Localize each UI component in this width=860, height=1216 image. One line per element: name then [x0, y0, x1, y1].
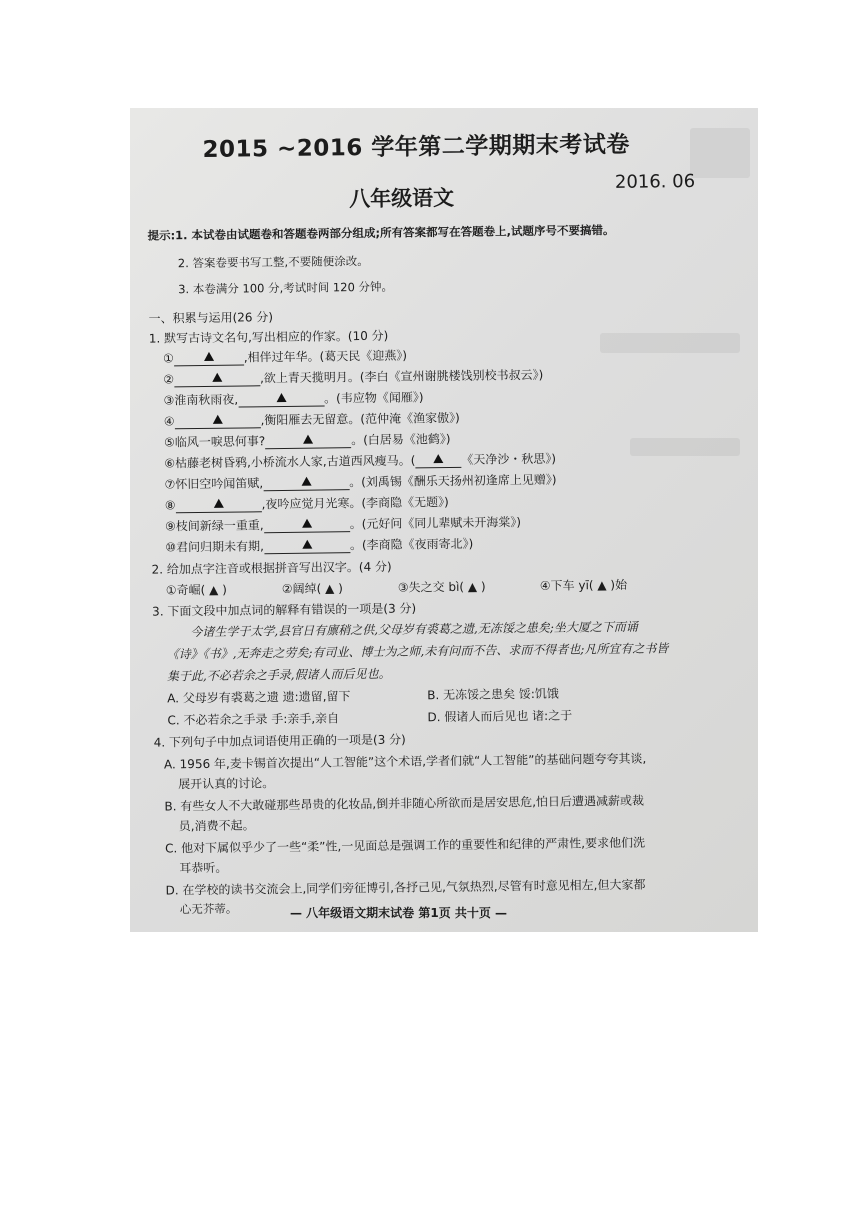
- classical-passage-line: 今诸生学于太学,县官日有廪稍之供,父母岁有裘葛之遗,无冻馁之患矣;坐大厦之下而诵: [190, 619, 638, 640]
- answer-triangle-icon: [433, 454, 443, 463]
- q4-option-a-line1: A. 1956 年,麦卡锡首次提出“人工智能”这个术语,学者们就“人工智能”的基础问题夸夸其谈,: [163, 751, 647, 772]
- exam-title: 2015 ~2016 学年第二学期期末考试卷: [202, 131, 630, 163]
- q4-option-b-line2: 员,消费不起。: [178, 818, 255, 834]
- q1-item-6: ⑥枯藤老树昏鸦,小桥流水人家,古道西风瘦马。( 《天净沙・秋思》): [164, 451, 557, 471]
- question-4-stem: 4. 下列句子中加点词语使用正确的一项是(3 分): [153, 732, 406, 750]
- q1-item-9: ⑨枝间新绿一重重, 。(元好问《同儿辈赋未开海棠》): [165, 515, 522, 534]
- q4-option-c-line2: 耳恭听。: [179, 860, 228, 876]
- exam-paper-photo: [130, 108, 758, 932]
- answer-blank[interactable]: [174, 350, 244, 366]
- answer-blank[interactable]: [174, 371, 260, 387]
- q4-option-a-line2: 展开认真的讨论。: [178, 776, 275, 792]
- answer-triangle-icon: [302, 540, 312, 549]
- q2-option: ④下车 yī( ▲ )始: [539, 577, 628, 593]
- q3-option-a: A. 父母岁有裘葛之遗 遗:遗留,留下: [167, 689, 351, 706]
- question-3-stem: 3. 下面文段中加点词的解释有错误的一项是(3 分): [152, 601, 417, 619]
- answer-blank[interactable]: [238, 391, 324, 407]
- q1-item-5: ⑤临风一唳思何事? 。(白居易《池鹤》): [163, 431, 451, 450]
- q1-item-1: ① ,相伴过年华。(葛天民《迎燕》): [162, 348, 408, 366]
- q4-option-d-line1: D. 在学校的读书交流会上,同学们旁征博引,各抒己见,气氛热烈,尽管有时意见相左,但大家都: [165, 877, 646, 898]
- q3-option-b: B. 无冻馁之患矣 馁:饥饿: [427, 686, 559, 703]
- exam-date: 2016. 06: [614, 170, 696, 193]
- q1-item-7: ⑦怀旧空吟闻笛赋, 。(刘禹锡《酬乐天扬州初逢席上见赠》): [164, 472, 557, 492]
- answer-triangle-icon: [212, 373, 222, 382]
- answer-triangle-icon: [301, 477, 311, 486]
- answer-blank[interactable]: [263, 475, 349, 491]
- q1-item-4: ④ ,衡阳雁去无留意。(范仲淹《渔家傲》): [163, 410, 460, 429]
- answer-triangle-icon: [214, 499, 224, 508]
- q4-option-b-line1: B. 有些女人不大敢碰那些昂贵的化妆品,倒并非随心所欲而是居安思危,怕日后遭遇减薪或裁: [164, 793, 645, 814]
- exam-subtitle: 八年级语文: [348, 185, 455, 212]
- q3-option-d: D. 假诸人而后见也 诸:之于: [427, 708, 573, 725]
- answer-blank[interactable]: [176, 497, 262, 513]
- page-footer: — 八年级语文期末试卷 第1页 共十页 —: [290, 906, 508, 920]
- q1-item-2: ② ,欲上青天揽明月。(李白《宣州谢朓楼饯别校书叔云》): [163, 367, 544, 387]
- classical-passage-line: 集于此,不必若余之手录,假诸人而后见也。: [166, 666, 391, 684]
- q1-item-10: ⑩君问归期未有期, 。(李商隐《夜雨寄北》): [165, 536, 474, 555]
- question-1-stem: 1. 默写古诗文名句,写出相应的作家。(10 分): [148, 328, 389, 346]
- answer-triangle-icon: [204, 352, 214, 361]
- q1-item-3: ③淮南秋雨夜, 。(韦应物《闻雁》): [163, 390, 424, 408]
- answer-triangle-icon: [303, 435, 313, 444]
- answer-blank[interactable]: [264, 517, 350, 533]
- tip-1: 提示:1. 本试卷由试题卷和答题卷两部分组成;所有答案都写在答题卷上,试题序号不要搞错。: [147, 222, 615, 243]
- q3-option-c: C. 不必若余之手录 手:亲手,亲自: [167, 711, 340, 728]
- q2-option: ②阔绰( ▲ ): [281, 581, 343, 597]
- answer-blank[interactable]: [265, 433, 351, 449]
- answer-triangle-icon: [276, 393, 286, 402]
- answer-blank[interactable]: [264, 538, 350, 554]
- q4-option-c-line1: C. 他对下属似乎少了一些“柔”性,一见面总是强调工作的重要性和纪律的严肃性,要求他们洗: [164, 835, 646, 856]
- q1-item-8: ⑧ ,夜吟应觉月光寒。(李商隐《无题》): [164, 494, 449, 513]
- q2-option: ①奇崛( ▲ ): [165, 582, 227, 598]
- answer-blank[interactable]: [174, 413, 260, 429]
- q2-option: ③失之交 bì( ▲ ): [397, 579, 486, 595]
- answer-blank[interactable]: [415, 453, 461, 469]
- classical-passage-line: 《诗》《书》,无奔走之劳矣;有司业、博士为之师,未有问而不告、求而不得者也;凡所宜有之书皆: [166, 641, 669, 662]
- question-2-stem: 2. 给加点字注音或根据拼音写出汉字。(4 分): [151, 559, 392, 577]
- answer-triangle-icon: [302, 519, 312, 528]
- section-heading: 一、积累与运用(26 分): [148, 310, 274, 326]
- answer-triangle-icon: [212, 415, 222, 424]
- tip-2: 2. 答案卷要书写工整,不要随便涂改。: [177, 253, 369, 271]
- q4-option-d-line2: 心无芥蒂。: [179, 901, 238, 917]
- tip-3: 3. 本卷满分 100 分,考试时间 120 分钟。: [178, 279, 394, 297]
